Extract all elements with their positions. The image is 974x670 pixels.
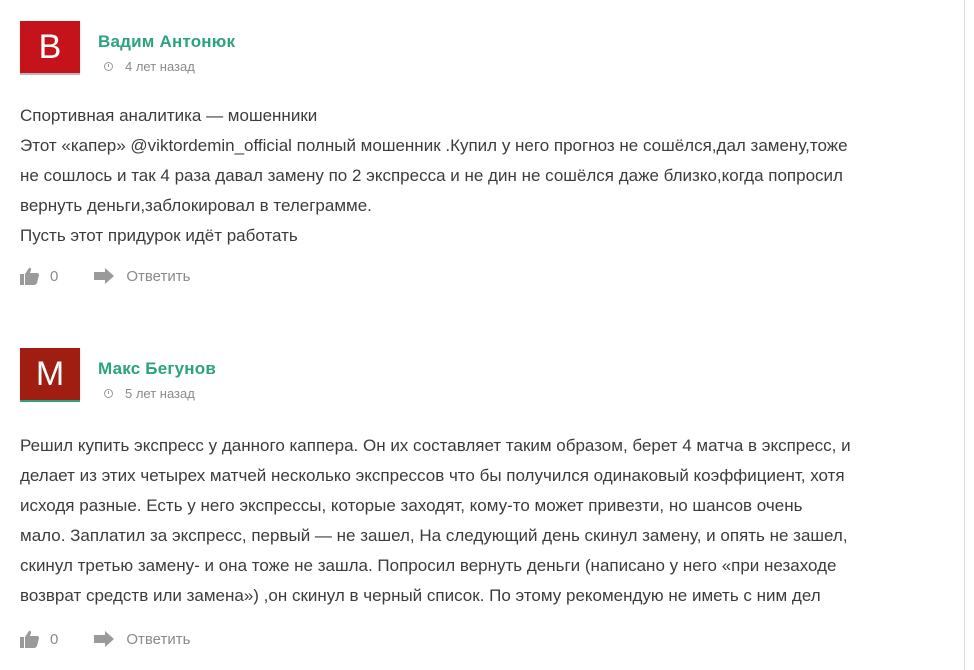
- comment-text: Спортивная аналитика — мошенники Этот «капер» @viktordemin_official полный мошенник .Купил у него прогноз не сошёлся,дал замену,тоже не сошлось и так 4 раза давал замену по 2 экспресса и не дин не сошёлся даже близко,когда попросил вернуть деньги,заблокировал в телеграмме. Пусть этот придурок идёт работать: [20, 106, 848, 245]
- like-count: 0: [50, 267, 59, 285]
- thumbs-up-icon[interactable]: [20, 630, 40, 648]
- like-count: 0: [50, 630, 59, 648]
- avatar-underline: [20, 73, 80, 75]
- avatar[interactable]: M: [20, 348, 80, 400]
- reply-arrow-icon[interactable]: [94, 631, 116, 647]
- clock-icon: [104, 62, 113, 71]
- comment-meta: [104, 59, 195, 74]
- reply-button[interactable]: Ответить: [126, 267, 191, 285]
- comment-time: 4 лет назад: [125, 59, 195, 74]
- comment-actions: [20, 630, 190, 648]
- avatar[interactable]: B: [20, 21, 80, 73]
- comment-meta: [104, 386, 195, 401]
- reply-arrow-icon[interactable]: [94, 268, 116, 284]
- comment-text: Решил купить экспресс у данного каппера. Он их составляет таким образом, берет 4 матча в экспресс, и делает из этих четырех матчей несколько экспрессов что бы получился одинаковый коэффициент, хотя исходя разные. Есть у него экспрессы, которые заходят, кому-то может привезти, но шансов очень мало. Заплатил за экспресс, первый — не зашел, На следующий день скинул замену, и опять не зашел, скинул третью замену- и она тоже не зашла. Попросил вернуть деньги (написано у него «при незаходе возврат средств или замена») ,он скинул в черный список. По этому рекомендую не иметь с ним дел: [20, 436, 851, 605]
- comment-author[interactable]: Макс Бегунов: [98, 359, 216, 378]
- reply-button[interactable]: Ответить: [126, 630, 191, 648]
- avatar-underline: [20, 400, 80, 402]
- comment-author[interactable]: Вадим Антонюк: [98, 32, 236, 51]
- comment-time: 5 лет назад: [125, 386, 195, 401]
- thumbs-up-icon[interactable]: [20, 267, 40, 285]
- comment-actions: [20, 267, 190, 285]
- clock-icon: [104, 389, 113, 398]
